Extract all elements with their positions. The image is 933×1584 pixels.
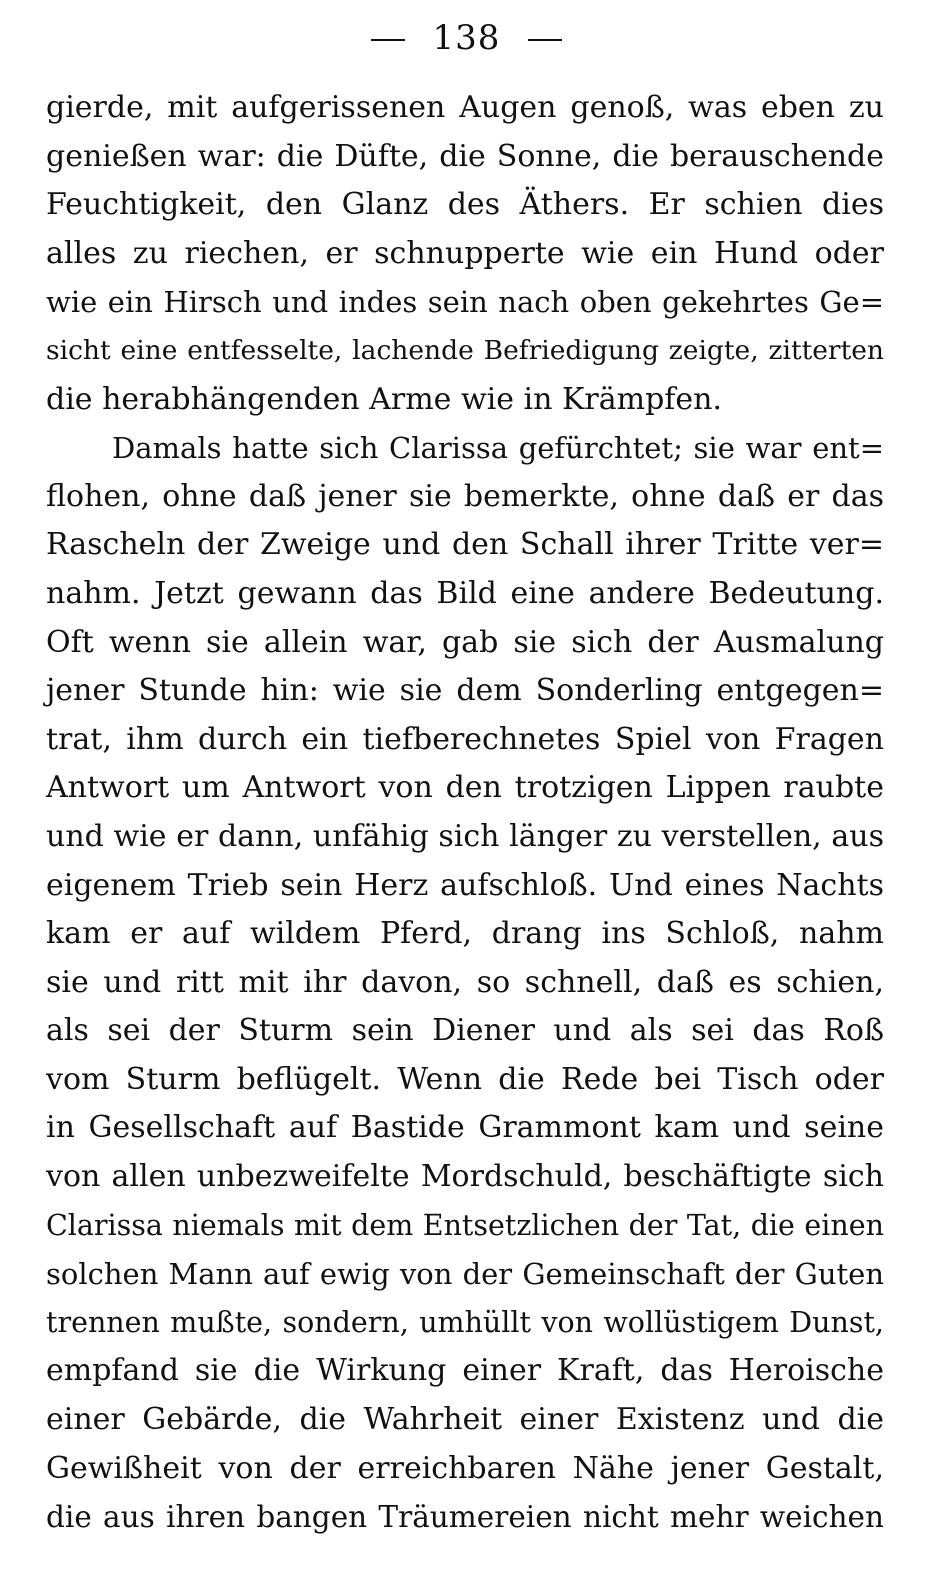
paragraph-1 [46,84,884,424]
text-line: die aus ihren bangen Träumereien nicht mehr weichen [46,1500,884,1535]
text-line: sicht eine entfesselte, lachende Befriedigung zeigte, zitterten [46,334,884,366]
text-line: wie ein Hirsch und indes sein nach oben gekehrtes Ge= [46,285,884,320]
text-line: jener Stunde hin: wie sie dem Sonderling entgegen= [46,673,884,709]
text-line: trennen mußte, sondern, umhüllt von wollüstigem Dunst, [46,1305,884,1339]
text-line: gierde, mit aufgerissenen Augen genoß, was eben zu [46,90,884,125]
page-header [0,14,933,62]
text-line: trat, ihm durch ein tiefberechnetes Spiel von Fragen [46,721,884,757]
text-line: und wie er dann, unfähig sich länger zu verstellen, aus [46,818,884,854]
text-line: Gewißheit von der erreichbaren Nähe jener Gestalt, [46,1450,884,1486]
text-line: sie und ritt mit ihr davon, so schnell, daß es schien, [46,964,884,1000]
text-line: genießen war: die Düfte, die Sonne, die berauschende [46,138,884,174]
text-line: Rascheln der Zweige und den Schall ihrer Tritte ver= [46,527,884,563]
text-line: vom Sturm beflügelt. Wenn die Rede bei Tisch oder [46,1061,884,1097]
text-line: Damals hatte sich Clarissa gefürchtet; sie war ent= [112,431,884,466]
text-line: nahm. Jetzt gewann das Bild eine andere Bedeutung. [46,575,884,611]
text-line: Feuchtigkeit, den Glanz des Äthers. Er schien dies [46,187,884,223]
text-line: in Gesellschaft auf Bastide Grammont kam und seine [46,1110,884,1146]
text-line: die herabhängenden Arme wie in Krämpfen. [46,381,722,417]
text-line: Clarissa niemals mit dem Entsetzlichen der Tat, die einen [46,1208,884,1242]
header-dash-right [528,39,562,41]
text-line: alles zu riechen, er schnupperte wie ein Hund oder [46,235,884,271]
text-line: empfand sie die Wirkung einer Kraft, das Heroische [46,1353,884,1389]
text-line: kam er auf wildem Pferd, drang ins Schloß, nahm [46,916,884,952]
text-line: solchen Mann auf ewig von der Gemeinschaft der Guten [46,1257,884,1292]
text-line: flohen, ohne daß jener sie bemerkte, ohne daß er das [46,478,884,514]
body-text [46,84,884,1542]
text-line: von allen unbezweifelte Mordschuld, beschäftigte sich [46,1159,884,1195]
text-line: einer Gebärde, die Wahrheit einer Existenz und die [46,1402,884,1438]
text-line: eigenem Trieb sein Herz aufschloß. Und eines Nachts [46,867,884,903]
text-line: Oft wenn sie allein war, gab sie sich der Ausmalung [46,624,884,660]
text-line: als sei der Sturm sein Diener und als sei das Roß [46,1013,884,1049]
page-number: 138 [432,18,501,58]
header-dash-left [371,39,405,41]
text-line: Antwort um Antwort von den trotzigen Lippen raubte [46,770,884,806]
paragraph-2 [46,424,884,1542]
